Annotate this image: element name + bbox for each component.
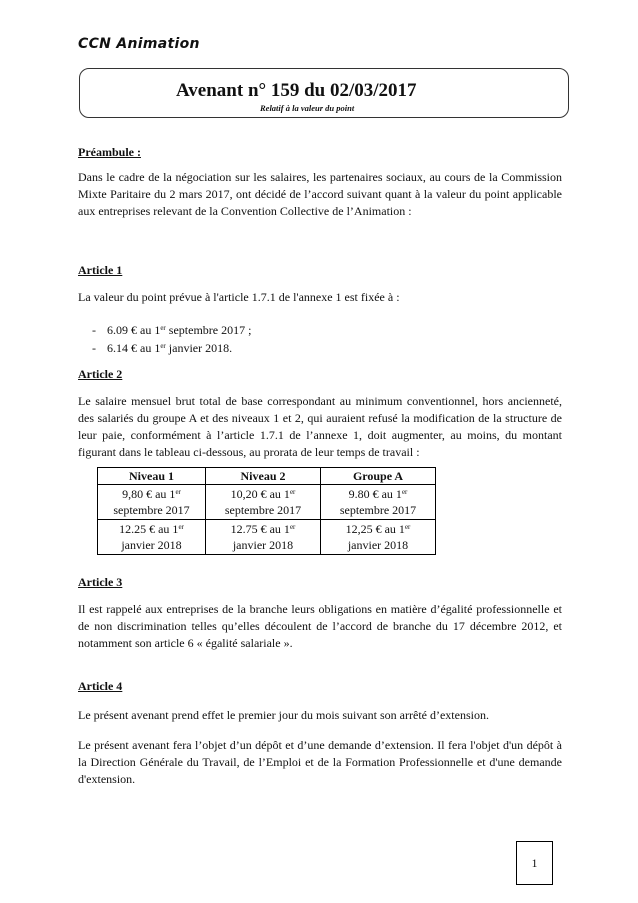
table-cell	[98, 485, 206, 520]
cell-sup: er	[289, 488, 296, 496]
cell-line-2: septembre 2017	[113, 503, 190, 517]
preambule-text: Dans le cadre de la négociation sur les salaires, les partenaires sociaux, au cours de la Commission Mixte Paritaire du 2 mars 2017, ont décidé de l’accord suivant quant à la valeur du point applicable aux entreprises relevant de la Convention Collective de l’Animation :	[78, 170, 562, 218]
article-1-list	[78, 321, 251, 357]
title-box	[79, 68, 569, 118]
table-cell	[321, 485, 436, 520]
list-item	[78, 321, 251, 339]
cell-line-1: 12.75 € au 1	[230, 522, 290, 536]
article-4-text-2: Le présent avenant fera l’objet d’un dépôt et d’une demande d’extension. Il fera l'objet d'un dépôt à la Direction Générale du Travail, de l’Emploi et de la Formation Professionnelle et d'une demande d'extension.	[78, 738, 562, 786]
list-item-text-end: janvier 2018.	[165, 341, 233, 355]
cell-line-1: 10,20 € au 1	[230, 487, 290, 501]
cell-line-2: janvier 2018	[121, 538, 182, 552]
table-header-row	[98, 468, 436, 485]
cell-sup: er	[289, 523, 296, 531]
preambule-heading: Préambule :	[78, 145, 141, 159]
article-1-heading: Article 1	[78, 263, 123, 277]
cell-sup: er	[401, 488, 408, 496]
document-subtitle: Relatif à la valeur du point	[260, 103, 355, 113]
document-header-title: CCN Animation	[78, 36, 200, 52]
table-cell	[98, 520, 206, 555]
cell-line-1: 9.80 € au 1	[348, 487, 402, 501]
table-header-cell: Niveau 2	[206, 468, 321, 485]
page-number: 1	[516, 841, 553, 885]
article-4-text-1: Le présent avenant prend effet le premier jour du mois suivant son arrêté d’extension.	[78, 708, 489, 722]
table-cell	[321, 520, 436, 555]
article-2-heading: Article 2	[78, 367, 123, 381]
article-1-text: La valeur du point prévue à l'article 1.7.1 de l'annexe 1 est fixée à :	[78, 290, 400, 304]
table-row	[98, 485, 436, 520]
table-header-cell: Niveau 1	[98, 468, 206, 485]
cell-line-2: septembre 2017	[224, 503, 302, 517]
list-dash: -	[92, 323, 96, 337]
cell-line-1: 9,80 € au 1	[122, 487, 176, 501]
cell-line-2: janvier 2018	[232, 538, 294, 552]
list-item-text-end: septembre 2017 ;	[165, 323, 252, 337]
cell-line-1: 12,25 € au 1	[345, 522, 405, 536]
article-4-heading: Article 4	[78, 679, 123, 693]
list-item-sup: er	[160, 324, 166, 332]
table-cell	[206, 485, 321, 520]
cell-line-2: janvier 2018	[347, 538, 409, 552]
list-dash: -	[92, 341, 96, 355]
cell-sup: er	[175, 488, 181, 496]
document-title: Avenant n° 159 du 02/03/2017	[176, 80, 417, 101]
table-row	[98, 520, 436, 555]
article-3-heading: Article 3	[78, 575, 123, 589]
list-item-sup: er	[160, 342, 166, 350]
salary-table	[97, 467, 436, 555]
table-header-cell: Groupe A	[321, 468, 436, 485]
list-item-text: 6.09 € au 1	[107, 323, 161, 337]
article-3-text: Il est rappelé aux entreprises de la branche leurs obligations en matière d’égalité professionnelle et de non discrimination telles qu’elles découlent de l’accord de branche du 17 décembre 2012, et notamment son article 6 « égalité salariale ».	[78, 602, 562, 650]
list-item	[78, 339, 251, 357]
cell-line-2: septembre 2017	[339, 503, 417, 517]
cell-sup: er	[404, 523, 411, 531]
table-cell	[206, 520, 321, 555]
article-2-text: Le salaire mensuel brut total de base correspondant au minimum conventionnel, hors ancienneté, des salariés du groupe A et des niveaux 1 et 2, qui auraient refusé la modification de la structure de leur paie, conformément à l’article 1.7.1 de l’annexe 1, doit augmenter, au moins, du montant figurant dans le tableau ci-dessous, au prorata de leur temps de travail :	[78, 394, 562, 459]
cell-sup: er	[178, 523, 184, 531]
list-item-text: 6.14 € au 1	[107, 341, 161, 355]
cell-line-1: 12.25 € au 1	[119, 522, 179, 536]
